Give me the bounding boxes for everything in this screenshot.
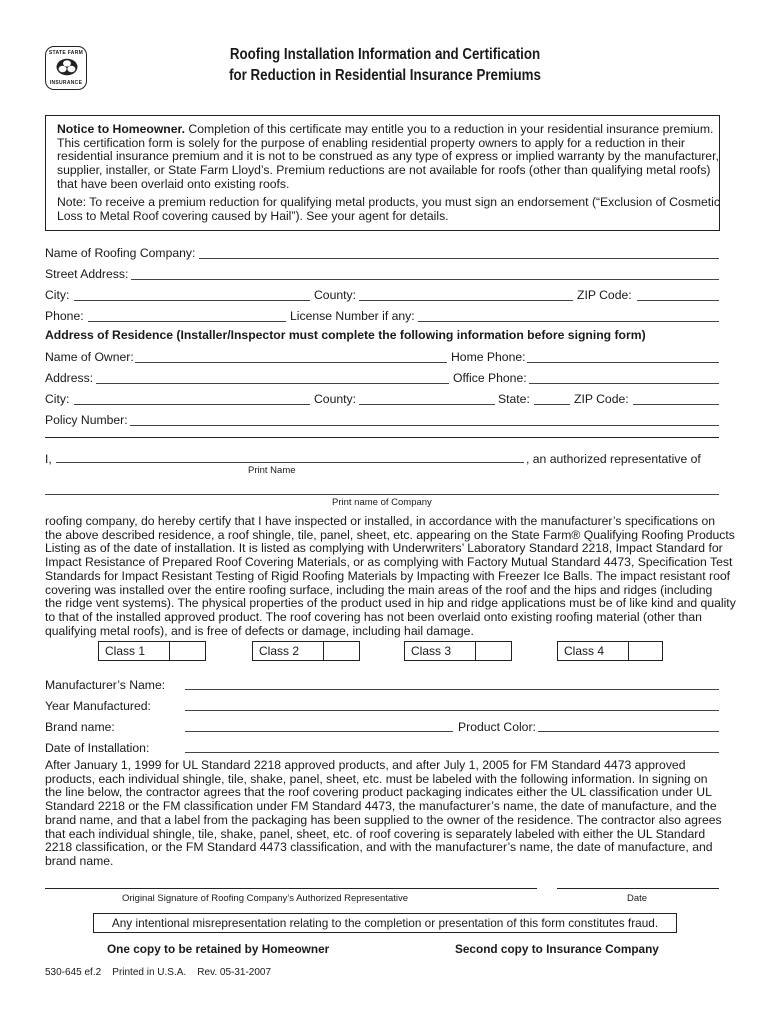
- class-3-checkbox[interactable]: [476, 642, 511, 660]
- home-phone-field[interactable]: [527, 362, 719, 363]
- office-phone-field[interactable]: [529, 383, 719, 384]
- authorized-rep-label: , an authorized representative of: [526, 452, 701, 466]
- company-city-field[interactable]: [74, 300, 310, 301]
- installation-date-field[interactable]: [185, 752, 719, 753]
- labeling-line: Standard 2218 or the FM classification under FM Standard 4473, the manufacturer’s name, the date of manufacture, and the: [45, 799, 717, 814]
- signature-field[interactable]: [45, 888, 537, 889]
- residence-address-field[interactable]: [96, 383, 449, 384]
- notice-heading: Notice to Homeowner.: [57, 122, 185, 136]
- manufacturer-name-label: Manufacturer’s Name:: [45, 678, 166, 692]
- notice-line: supplier, installer, or State Farm Lloyd’s. Premium reductions are not available for roofs (other than qualifying metal roofs): [57, 163, 711, 178]
- office-phone-label: Office Phone:: [453, 371, 527, 385]
- labeling-line: 2218 classification, or the FM Standard 4473 classification, and with the manufacturer’s name, the date of manufacture, and: [45, 840, 713, 855]
- street-address-label: Street Address:: [45, 267, 129, 281]
- company-county-field[interactable]: [359, 300, 573, 301]
- notice-line: that have been overlaid onto existing roofs.: [57, 176, 290, 191]
- class-4-box[interactable]: [557, 641, 663, 661]
- residence-county-field[interactable]: [359, 404, 495, 405]
- print-company-caption: Print name of Company: [332, 497, 432, 508]
- residence-county-label: County:: [314, 392, 357, 406]
- certification-line: to that of the installed approved product. The roof covering has not been overlaid onto existing roofing material (other than: [45, 609, 702, 624]
- brand-name-label: Brand name:: [45, 720, 115, 734]
- logo-top-text: STATE FARM: [48, 50, 84, 56]
- product-color-label: Product Color:: [458, 720, 536, 734]
- class-3-label: Class 3: [405, 642, 476, 660]
- company-print-name-field[interactable]: [45, 494, 719, 495]
- labeling-line: products, each individual shingle, tile, shake, panel, sheet, etc. must be labeled with the following information. In signing on: [45, 771, 708, 786]
- policy-number-field[interactable]: [130, 425, 719, 426]
- page-title-line-1: Roofing Installation Information and Certification: [229, 46, 541, 63]
- license-number-field[interactable]: [418, 321, 719, 322]
- residence-state-field[interactable]: [534, 404, 570, 405]
- section-divider: [45, 437, 719, 438]
- residence-city-label: City:: [45, 392, 70, 406]
- product-color-field[interactable]: [538, 731, 719, 732]
- residence-state-label: State:: [498, 392, 530, 406]
- year-manufactured-field[interactable]: [185, 710, 719, 711]
- residence-address-label: Address:: [45, 371, 94, 385]
- insurer-copy-label: Second copy to Insurance Company: [455, 942, 659, 956]
- certification-text: [45, 514, 736, 638]
- brand-name-field[interactable]: [185, 731, 453, 732]
- class-2-box[interactable]: [252, 641, 360, 661]
- certification-line: roofing company, do hereby certify that I have inspected or installed, in accordance with the manufacturer’s specifications on: [45, 514, 716, 528]
- company-zip-label: ZIP Code:: [577, 288, 632, 302]
- labeling-line: brand name, and that a label from the packaging has been supplied to the owner of the residence. The contractor also agrees: [45, 812, 722, 827]
- roofing-company-name-field[interactable]: [199, 258, 719, 259]
- page-title-line-2: for Reduction in Residential Insurance Premiums: [229, 67, 541, 84]
- fraud-notice: Any intentional misrepresentation relating to the completion or presentation of this form constitutes fraud.: [93, 913, 677, 933]
- manufacturer-name-field[interactable]: [185, 689, 719, 690]
- i-label: I,: [45, 452, 52, 466]
- policy-number-label: Policy Number:: [45, 413, 128, 427]
- labeling-line: After January 1, 1999 for UL Standard 2218 approved products, and after July 1, 2005 for FM Standard 4473 approved: [45, 758, 686, 772]
- notice-note: [57, 195, 720, 223]
- class-1-label: Class 1: [99, 642, 170, 660]
- street-address-field[interactable]: [131, 279, 719, 280]
- residence-heading: Address of Residence (Installer/Inspector must complete the following information before signing form): [45, 328, 646, 342]
- certification-line: Standards for Impact Resistant Testing of Rigid Roofing Materials by Impacting with Freezer Ice Balls. The impact resistant roof: [45, 568, 731, 583]
- notice-line: This certification form is solely for the purpose of enabling residential property owners to apply for a reduction in their: [57, 135, 685, 150]
- roofing-company-name-label: Name of Roofing Company:: [45, 246, 196, 260]
- residence-zip-field[interactable]: [633, 404, 719, 405]
- signature-caption: Original Signature of Roofing Company’s Authorized Representative: [122, 893, 409, 904]
- certification-line: the ridge vent systems). The physical properties of the product used in hip and ridge applications must be of like kind and quality: [45, 596, 736, 611]
- certification-line: the above described residence, a roof shingle, tile, panel, sheet, etc. appearing on the State Farm® Qualifying Roofing Products: [45, 527, 735, 542]
- labeling-line: that each individual shingle, tile, shake, panel, sheet, etc. of roof covering is separately labeled with either the UL Standard: [45, 826, 706, 841]
- residence-zip-label: ZIP Code:: [574, 392, 629, 406]
- notice-line: residential insurance premium and it is not to be construed as any type of express or implied warranty by the manufacturer,: [57, 149, 719, 164]
- residence-city-field[interactable]: [74, 404, 310, 405]
- owner-name-label: Name of Owner:: [45, 350, 134, 364]
- company-phone-label: Phone:: [45, 309, 84, 323]
- class-1-checkbox[interactable]: [170, 642, 205, 660]
- owner-name-field[interactable]: [135, 362, 447, 363]
- logo-bottom-text: INSURANCE: [49, 80, 83, 86]
- labeling-line: the line below, the contractor agrees that the roof covering product packaging indicates either the UL classification under UL: [45, 785, 712, 800]
- class-4-label: Class 4: [558, 642, 629, 660]
- company-county-label: County:: [314, 288, 357, 302]
- signature-date-field[interactable]: [557, 888, 719, 889]
- home-phone-label: Home Phone:: [451, 350, 526, 364]
- form-footer: 530-645 ef.2 Printed in U.S.A. Rev. 05-31-2007: [45, 967, 272, 978]
- note-line: Note: To receive a premium reduction for qualifying metal products, you must sign an endorsement (“Exclusion of Cosmetic: [57, 195, 720, 209]
- print-name-caption: Print Name: [248, 465, 296, 476]
- homeowner-copy-label: One copy to be retained by Homeowner: [107, 942, 330, 956]
- notice-line: Completion of this certificate may entitle you to a reduction in your residential insurance premium.: [185, 122, 714, 136]
- class-2-label: Class 2: [253, 642, 324, 660]
- certification-line: covering was installed over the entire roofing surface, including the main areas of the roof and the hips and ridges (including: [45, 582, 713, 597]
- class-2-checkbox[interactable]: [324, 642, 359, 660]
- class-1-box[interactable]: [98, 641, 206, 661]
- certification-line: Listing as of the date of installation. It is listed as complying with Underwriters’ Laboratory Standard 2218, Impact Standard for: [45, 541, 723, 556]
- notice-text: [57, 123, 717, 192]
- labeling-line: brand name.: [45, 853, 114, 868]
- labeling-text: [45, 759, 725, 869]
- company-zip-field[interactable]: [637, 300, 719, 301]
- certification-line: Impact Resistance of Prepared Roof Covering Materials, or as complying with Factory Mutual Standard 4473, Specification Test: [45, 555, 733, 570]
- installation-date-label: Date of Installation:: [45, 741, 150, 755]
- representative-name-field[interactable]: [56, 462, 524, 463]
- note-line: Loss to Metal Roof covering caused by Hail”). See your agent for details.: [57, 208, 449, 223]
- company-phone-field[interactable]: [88, 321, 286, 322]
- certification-line: qualifying metal roofs), and is free of defects or damage, including hail damage.: [45, 623, 474, 638]
- class-3-box[interactable]: [404, 641, 512, 661]
- company-city-label: City:: [45, 288, 70, 302]
- year-manufactured-label: Year Manufactured:: [45, 699, 151, 713]
- class-4-checkbox[interactable]: [629, 642, 662, 660]
- license-number-label: License Number if any:: [290, 309, 415, 323]
- date-caption: Date: [627, 893, 648, 904]
